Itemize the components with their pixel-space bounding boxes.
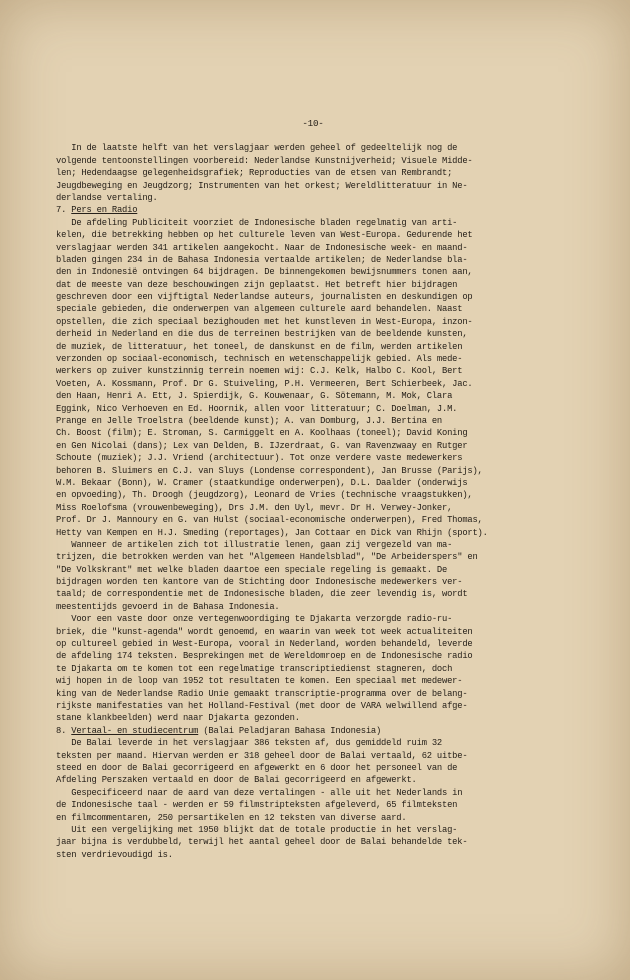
text-line: den Haan, Henri A. Ett, J. Spierdijk, G. Kouwenaar, G. Sötemann, M. Mok, Clara bbox=[56, 391, 453, 402]
text-line: bladen gingen 234 in de Bahasa Indonesia vertaalde artikelen; de Nederlandse bla- bbox=[56, 254, 468, 265]
text-line: Prof. Dr J. Mannoury en G. van Hulst (sociaal-economische onderwerpen), Fred Thomas, bbox=[56, 515, 483, 526]
section-7-paragraph-1 bbox=[56, 217, 586, 539]
text-line: De afdeling Publiciteit voorziet de Indonesische bladen regelmatig van arti- bbox=[56, 217, 458, 228]
text-line: behoren B. Sluimers en C.J. van Sluys (Londense correspondent), Jan Brusse (Parijs), bbox=[56, 465, 483, 476]
text-line: Wanneer de artikelen zich tot illustratie lenen, gaan zij vergezeld van ma- bbox=[56, 539, 453, 550]
text-line: In de laatste helft van het verslagjaar werden geheel of gedeeltelijk nog de bbox=[56, 143, 458, 154]
section-title: Vertaal- en studiecentrum bbox=[71, 725, 199, 736]
text-line: derheid in Nederland en die dus de terreinen bestrijken van de beeldende kunsten, bbox=[56, 329, 468, 340]
text-line: volgende tentoonstellingen voorbereid: Nederlandse Kunstnijverheid; Visuele Midde- bbox=[56, 155, 473, 166]
text-line: derlandse vertaling. bbox=[56, 192, 158, 203]
text-line: W.M. Bekaar (Bonn), W. Cramer (staatkundige onderwerpen), D.L. Daalder (onderwijs bbox=[56, 477, 468, 488]
section-8-paragraph-3 bbox=[56, 824, 586, 861]
text-line: briek, die "kunst-agenda" wordt genoemd, en waarin van week tot week actualiteiten bbox=[56, 626, 473, 637]
text-line: de muziek, de litteratuur, het toneel, de danskunst en de film, werden artikelen bbox=[56, 341, 463, 352]
section-title: Pers en Radio bbox=[71, 205, 138, 216]
text-line: Schoute (muziek); J.J. Vriend (architectuur). Tot onze verdere vaste medewerkers bbox=[56, 453, 463, 464]
text-line: en Gen Nicolai (dans); Lex van Delden, B. IJzerdraat, G. van Ravenzwaay en Rutger bbox=[56, 440, 468, 451]
text-line: opstellen, die zich speciaal bezighouden met het kunstleven in West-Europa, inzon- bbox=[56, 316, 473, 327]
text-line: dat de meeste van deze beschouwingen zijn geplaatst. Het betreft hier bijdragen bbox=[56, 279, 458, 290]
text-line: werkers op zuiver kunstzinnig terrein noemen wij: C.J. Kelk, Halbo C. Kool, Bert bbox=[56, 366, 463, 377]
text-line: wij hopen in de loop van 1952 tot resultaten te komen. Een speciaal met medewer- bbox=[56, 676, 463, 687]
text-line: Ch. Boost (film); E. Stroman, S. Carmiggelt en A. Koolhaas (toneel); David Koning bbox=[56, 428, 468, 439]
section-number: 7. bbox=[56, 205, 67, 216]
section-8-heading bbox=[56, 725, 586, 737]
text-line: geschreven door een vijftigtal Nederlandse auteurs, journalisten en deskundigen op bbox=[56, 292, 473, 303]
text-line: Voor een vaste door onze vertegenwoordiging te Djakarta verzorgde radio-ru- bbox=[56, 614, 453, 625]
text-line: bijdragen worden ten kantore van de Stichting door Indonesische medewerkers ver- bbox=[56, 577, 463, 588]
page-number: -10- bbox=[302, 118, 324, 129]
text-line: en opvoeding), Th. Droogh (jeugdzorg), Leonard de Vries (technische vraagstukken), bbox=[56, 490, 473, 501]
text-line: Hetty van Kempen en H.J. Smeding (reportages), Jan Cottaar en Dick van Rhijn (sport). bbox=[56, 527, 488, 538]
text-line: jaar bijna is verdubbeld, terwijl het aantal geheel door de Balai behandelde tek- bbox=[56, 837, 468, 848]
text-line: sten verdrievoudigd is. bbox=[56, 849, 173, 860]
text-line: trijzen, die betrokken werden van het "Algemeen Handelsblad", "De Arbeiderspers" en bbox=[56, 552, 478, 563]
text-line: rijkste manifestaties van het Holland-Festival (met door de VARA welwillend afge- bbox=[56, 700, 468, 711]
text-line: Gespecificeerd naar de aard van deze vertalingen - alle uit het Nederlands in bbox=[56, 787, 463, 798]
section-subtitle: (Balai Peladjaran Bahasa Indonesia) bbox=[198, 725, 382, 736]
text-line: "De Volkskrant" met welke bladen daartoe een speciale regeling is gemaakt. De bbox=[56, 564, 448, 575]
text-line: de Indonesische taal - werden er 59 filmstripteksten afgeleverd, 65 filmteksten bbox=[56, 800, 458, 811]
section-7-heading bbox=[56, 204, 586, 216]
section-7-paragraph-2 bbox=[56, 539, 586, 613]
text-line: verzonden op sociaal-economisch, technisch en wetenschappelijk gebied. Als mede- bbox=[56, 354, 463, 365]
text-line: verslagjaar werden 341 artikelen aangekocht. Naar de Indonesische week- en maand- bbox=[56, 242, 468, 253]
text-line: op cultureel gebied in West-Europa, vooral in Nederland, worden behandeld, leverde bbox=[56, 639, 473, 650]
text-line: Voeten, A. Kossmann, Prof. Dr G. Stuiveling, P.H. Vermeeren, Bert Schierbeek, Jac. bbox=[56, 378, 473, 389]
section-7-paragraph-3 bbox=[56, 613, 586, 725]
text-line: meestentijds gevoerd in de Bahasa Indonesia. bbox=[56, 601, 280, 612]
text-line: Miss Roelofsma (vrouwenbeweging), Drs J.M. den Uyl, mevr. Dr H. Verwey-Jonker, bbox=[56, 502, 453, 513]
document-body bbox=[56, 118, 586, 861]
text-line: speciale gebieden, die onderwerpen van algemeen culturele aard behandelen. Naast bbox=[56, 304, 463, 315]
text-line: Eggink, Nico Verhoeven en Ed. Hoornik, allen voor litteratuur; C. Doelman, J.M. bbox=[56, 403, 458, 414]
text-line: De Balai leverde in het verslagjaar 386 teksten af, dus gemiddeld ruim 32 bbox=[56, 738, 443, 749]
section-8-paragraph-1 bbox=[56, 737, 586, 787]
text-line: taald; de correspondentie met de Indonesische bladen, die zeer levendig is, wordt bbox=[56, 589, 468, 600]
text-line: king van de Nederlandse Radio Unie gemaakt transcriptie-programma over de belang- bbox=[56, 688, 468, 699]
text-line: Uit een vergelijking met 1950 blijkt dat de totale productie in het verslag- bbox=[56, 824, 458, 835]
text-line: len; Hedendaagse gelegenheidsgrafiek; Reproducties van de etsen van Rembrandt; bbox=[56, 168, 453, 179]
text-line: Jeugdbeweging en Jeugdzorg; Instrumenten van het orkest; Wereldlitteratuur in Ne- bbox=[56, 180, 468, 191]
text-line: kelen, die betrekking hebben op het culturele leven van West-Europa. Gedurende het bbox=[56, 230, 473, 241]
text-line: te Djakarta om te komen tot een regelmatige transcriptiedienst stagneren, doch bbox=[56, 663, 453, 674]
text-line: den in Indonesië ontvingen 64 bijdragen. De binnengekomen bewijsnummers tonen aan, bbox=[56, 267, 473, 278]
section-number: 8. bbox=[56, 725, 67, 736]
text-line: stane klankbeelden) werd naar Djakarta gezonden. bbox=[56, 713, 300, 724]
text-line: en filmcommentaren, 250 persartikelen en 12 teksten van diverse aard. bbox=[56, 812, 407, 823]
text-line: de afdeling 174 teksten. Besprekingen met de Wereldomroep en de Indonesische radio bbox=[56, 651, 473, 662]
text-line: teksten per maand. Hiervan werden er 318 geheel door de Balai vertaald, 62 uitbe- bbox=[56, 750, 468, 761]
section-8-paragraph-2 bbox=[56, 787, 586, 824]
text-line: Prange en Jelle Troelstra (beeldende kunst); A. van Domburg, J.J. Bertina en bbox=[56, 416, 443, 426]
text-line: steed en door de Balai gecorrigeerd en afgewerkt en 6 door het personeel van de bbox=[56, 762, 458, 773]
intro-paragraph bbox=[56, 142, 586, 204]
text-line: Afdeling Perszaken vertaald en door de Balai gecorrigeerd en afgewerkt. bbox=[56, 775, 417, 786]
